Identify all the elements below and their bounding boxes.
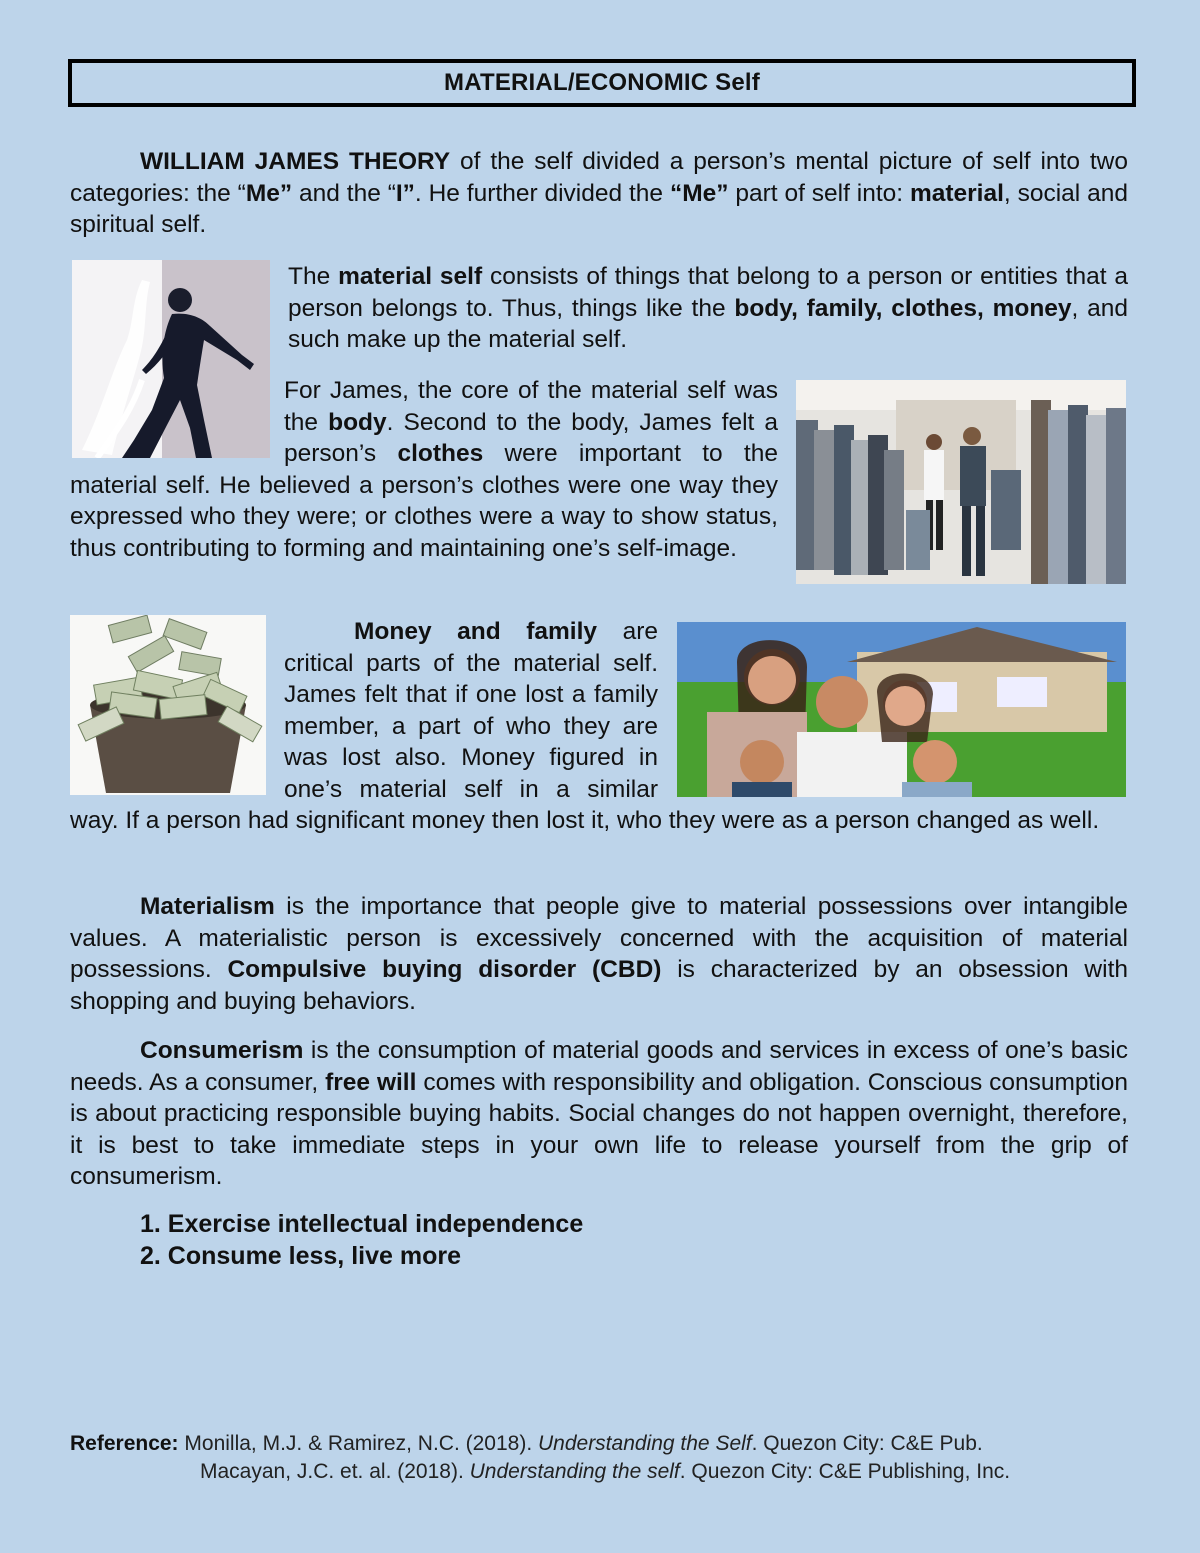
body-clothes-paragraph: For James, the core of the material self was the body. Second to the body, James felt a person’s clothes were important to the material self. He believed a person’s clothes were one way they expressed who they were; or clothes were a way to show status, thus contributing to forming and maintaining one’s self-image.: [70, 375, 1128, 595]
reference-line-1: Reference: Monilla, M.J. & Ramirez, N.C. (2018). Understanding the Self. Quezon City: C&E Pub.: [70, 1432, 983, 1455]
float-spacer: [658, 616, 1128, 801]
material-self-paragraph: The material self consists of things that belong to a person or entities that a person belongs to. Thus, things like the body, family, clothes, money, and such make up the material self.: [288, 263, 1128, 353]
reference-line-2: Macayan, J.C. et. al. (2018). Understanding the self. Quezon City: C&E Publishing, Inc.: [200, 1460, 1011, 1483]
steps-list: [140, 1208, 583, 1272]
page-title: MATERIAL/ECONOMIC Self: [68, 59, 1136, 107]
list-item: 2. Consume less, live more: [140, 1242, 461, 1270]
float-spacer: [70, 375, 284, 469]
consumerism-paragraph: Consumerism is the consumption of material goods and services in excess of one’s basic needs. As a consumer, free will comes with responsibility and obligation. Conscious consumption is about practicing responsible buying habits. Social changes do not happen overnight, therefore, it is best to take immediate steps in your own life to release yourself from the grip of consumerism.: [70, 1037, 1129, 1190]
list-item: 1. Exercise intellectual independence: [140, 1210, 584, 1238]
intro-paragraph: WILLIAM JAMES THEORY of the self divided a person’s mental picture of self into two categories: the “Me” and the “I”. He further divided the “Me” part of self into: material, social and spiritual self.: [70, 148, 1128, 238]
reference-section: [70, 1430, 1010, 1486]
money-family-paragraph: Money and family are critical parts of the material self. James felt that if one lost a family member, a part of who they are was lost also. Money figured in one’s material self in a similar way. If a person had significant money then lost it, who they were as a person changed as well.: [70, 616, 1128, 837]
float-spacer: [70, 616, 284, 801]
float-spacer: [778, 375, 1128, 595]
materialism-paragraph: Materialism is the importance that people give to material possessions over intangible values. A materialistic person is excessively concerned with the acquisition of material possessions. Compulsive buying disorder (CBD) is characterized by an obsession with shopping and buying behaviors.: [70, 893, 1128, 1015]
